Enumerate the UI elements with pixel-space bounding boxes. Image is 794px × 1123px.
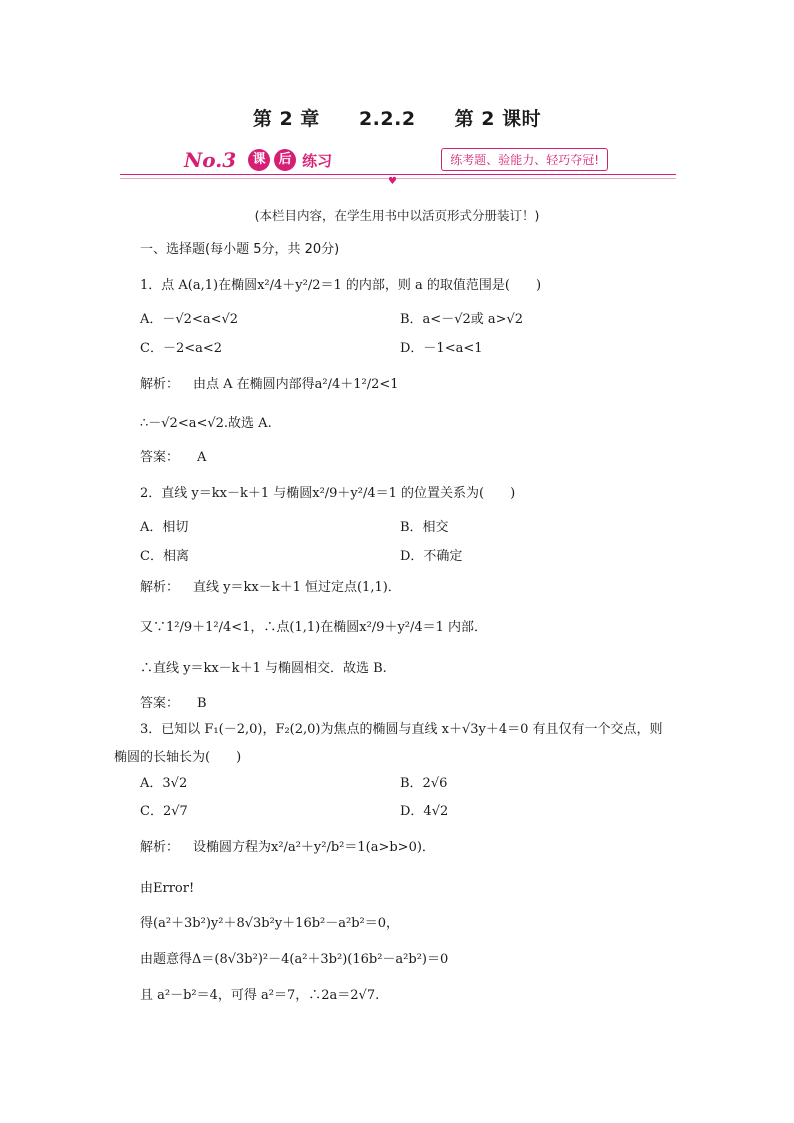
lesson-label: 第 2 课时 xyxy=(454,108,542,130)
q3-stem-line-2: 椭圆的长轴长为( ) xyxy=(114,750,242,765)
q3-explanation-line-5: 且 a²－b²＝4，可得 a²＝7，∴2a＝2√7. xyxy=(140,988,380,1003)
banner-title xyxy=(184,148,332,172)
q2-answer-label: 答案： xyxy=(140,696,180,711)
q3-explanation-label: 解析： xyxy=(140,840,180,855)
q3-explanation-line-3: 得(a²＋3b²)y²＋8√3b²y＋16b²－a²b²＝0， xyxy=(140,916,400,931)
q2-stem: 2．直线 y＝kx－k＋1 与椭圆x²/9＋y²/4＝1 的位置关系为( ) xyxy=(140,486,516,501)
q1-explanation-line-2: ∴－√2<a<√2.故选 A. xyxy=(140,416,272,431)
page-title xyxy=(0,104,794,131)
exercise-banner xyxy=(120,146,676,192)
banner-number: No.3 xyxy=(184,148,237,172)
q2-explanation-line-1: 直线 y＝kx－k＋1 恒过定点(1,1)． xyxy=(193,580,401,595)
q1-option-a: A．－√2<a<√2 xyxy=(140,312,239,327)
q2-explanation-line-3: ∴直线 y＝kx－k＋1 与椭圆相交．故选 B. xyxy=(140,661,387,676)
q2-option-d: D．不确定 xyxy=(400,549,463,564)
banner-divider xyxy=(120,174,676,179)
q2-explanation-label: 解析： xyxy=(140,580,180,595)
banner-char-2: 后 xyxy=(274,149,296,171)
q3-option-a: A．3√2 xyxy=(140,776,188,791)
chapter-label: 第 2 章 xyxy=(252,108,320,130)
q3-option-c: C．2√7 xyxy=(140,804,188,819)
q2-option-a: A．相切 xyxy=(140,520,189,535)
q3-stem-line-1: 3．已知以 F₁(－2,0)，F₂(2,0)为焦点的椭圆与直线 x＋√3y＋4＝0 有且仅有一个交点，则 xyxy=(140,722,663,737)
banner-char-1: 课 xyxy=(248,149,270,171)
q3-explanation-line-2: 由Error! xyxy=(140,881,195,896)
q3-explanation xyxy=(140,836,435,855)
q1-option-b: B．a<－√2或 a>√2 xyxy=(400,312,524,327)
q2-explanation xyxy=(140,576,401,595)
q3-explanation-line-4: 由题意得Δ＝(8√3b²)²－4(a²＋3b²)(16b²－a²b²)＝0 xyxy=(140,952,449,967)
q1-explanation-line-1: 由点 A 在椭圆内部得a²/4＋1²/2<1 xyxy=(193,377,399,392)
banner-char-3: 练习 xyxy=(302,151,333,170)
q3-option-d: D．4√2 xyxy=(400,804,449,819)
q1-explanation xyxy=(140,373,399,392)
q1-explanation-label: 解析： xyxy=(140,377,180,392)
heart-icon: ♥ xyxy=(388,176,397,187)
section-number: 2.2.2 xyxy=(358,108,416,130)
q1-answer-label: 答案： xyxy=(140,450,180,465)
q1-answer xyxy=(140,446,206,465)
q3-explanation-line-1: 设椭圆方程为x²/a²＋y²/b²＝1(a>b>0)． xyxy=(193,840,435,855)
q1-option-c: C．－2<a<2 xyxy=(140,341,223,356)
q2-answer-value: B xyxy=(197,696,207,711)
q1-stem: 1．点 A(a,1)在椭圆x²/4＋y²/2＝1 的内部，则 a 的取值范围是( ) xyxy=(140,278,542,293)
q3-option-b: B．2√6 xyxy=(400,776,448,791)
section-heading: 一、选择题(每小题 5分，共 20分) xyxy=(140,242,340,257)
q2-answer xyxy=(140,692,207,711)
q2-option-b: B．相交 xyxy=(400,520,449,535)
q1-option-d: D．－1<a<1 xyxy=(400,341,483,356)
q2-explanation-line-2: 又∵1²/9＋1²/4<1，∴点(1,1)在椭圆x²/9＋y²/4＝1 内部． xyxy=(140,620,488,635)
banner-slogan: 练考题、验能力、轻巧夺冠! xyxy=(441,148,608,171)
q2-option-c: C．相离 xyxy=(140,549,189,564)
binding-note: (本栏目内容，在学生用书中以活页形式分册装订！) xyxy=(254,208,540,223)
q1-answer-value: A xyxy=(197,450,207,465)
